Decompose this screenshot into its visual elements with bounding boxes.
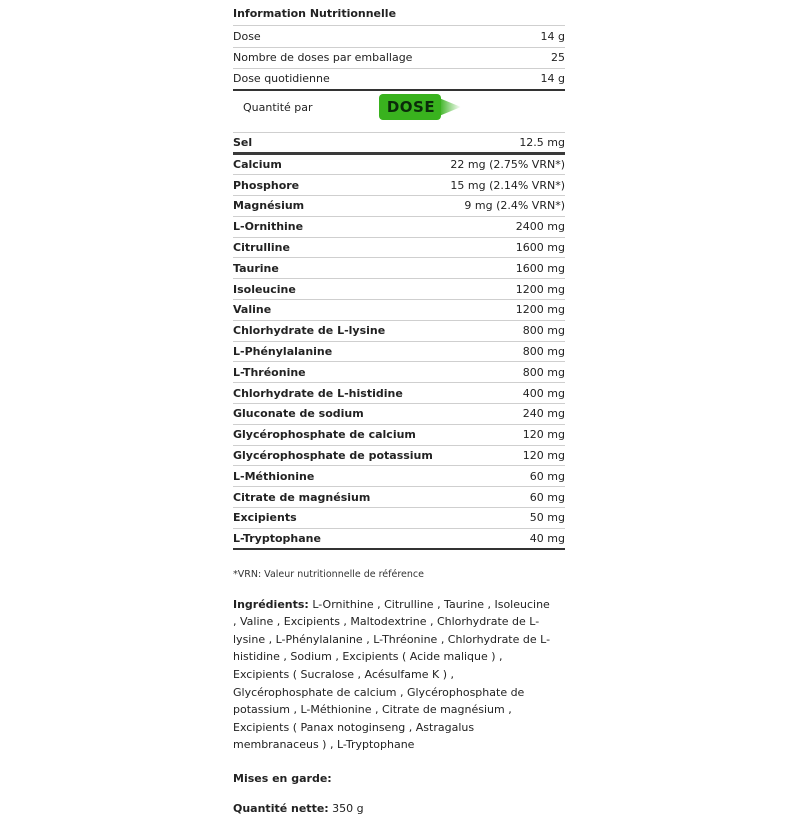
nutrient-value: 1200 mg — [515, 282, 565, 296]
nutrient-value: 60 mg — [529, 469, 565, 483]
net-quantity-label: Quantité nette: — [233, 801, 329, 815]
nutrient-name: L-Ornithine — [233, 220, 304, 234]
nutrient-name: Chlorhydrate de L-histidine — [233, 386, 403, 400]
nutrient-value: 800 mg — [522, 324, 565, 338]
serving-row-value: 25 — [551, 51, 565, 65]
serving-row-name: Nombre de doses par emballage — [233, 51, 413, 65]
serving-row-name: Dose — [233, 29, 261, 43]
nutrient-value: 9 mg (2.4% VRN*) — [464, 199, 565, 213]
nutrient-name: Glycérophosphate de calcium — [233, 428, 416, 442]
dose-badge — [379, 94, 461, 120]
nutrient-name: Glycérophosphate de potassium — [233, 449, 433, 463]
ingredients-text: L-Ornithine , Citrulline , Taurine , Isoleucine , Valine , Excipients , Maltodextrine , Chlorhydrate de L-lysine , L-Phénylalanine , L-Thréonine , Chlorhydrate de L-histidine , Sodium , Excipients ( Acide malique ) , Excipients ( Sucralose , Acésulfame K ) , Glycérophosphate de calcium , Glycérophosphate de potassium , L-Méthionine , Citrate de magnésium , Excipients ( Panax notoginseng , Astragalus membranaceus ) , L-Tryptophane — [233, 597, 551, 752]
nutrient-name: L-Tryptophane — [233, 531, 321, 545]
nutrient-row — [233, 404, 565, 425]
quantity-per-label: Quantité par — [243, 100, 313, 114]
nutrient-value: 1600 mg — [515, 261, 565, 275]
nutrient-row — [233, 300, 565, 321]
serving-row — [233, 26, 565, 48]
nutrient-name: Taurine — [233, 261, 279, 275]
nutrient-name: Chlorhydrate de L-lysine — [233, 324, 386, 338]
nutrient-table — [233, 155, 565, 550]
sel-row — [233, 133, 565, 155]
nutrient-value: 1200 mg — [515, 303, 565, 317]
nutrient-row — [233, 466, 565, 487]
nutrient-row — [233, 155, 565, 176]
nutrient-row — [233, 529, 565, 550]
nutrient-value: 50 mg — [529, 511, 565, 525]
warning-label: Mises en garde: — [233, 771, 332, 785]
ingredients-label: Ingrédients: — [233, 597, 309, 611]
serving-row — [233, 69, 565, 91]
nutrient-value: 22 mg (2.75% VRN*) — [450, 157, 565, 171]
serving-info — [233, 26, 565, 91]
nutrient-name: Citrate de magnésium — [233, 490, 371, 504]
nutrient-name: Isoleucine — [233, 282, 296, 296]
nutrient-row — [233, 217, 565, 238]
vrn-footnote: *VRN: Valeur nutritionnelle de référence — [233, 568, 424, 580]
nutrient-row — [233, 196, 565, 217]
nutrient-row — [233, 175, 565, 196]
nutrient-row — [233, 238, 565, 259]
nutrient-value: 800 mg — [522, 345, 565, 359]
nutrient-name: Calcium — [233, 157, 282, 171]
dose-badge-label: DOSE — [386, 97, 436, 116]
net-quantity — [233, 802, 565, 815]
nutrient-name: Excipients — [233, 511, 297, 525]
nutrient-row — [233, 383, 565, 404]
serving-row-value: 14 g — [540, 29, 565, 43]
nutrient-value: 40 mg — [529, 531, 565, 545]
nutrient-value: 120 mg — [522, 428, 565, 442]
sel-value: 12.5 mg — [519, 135, 565, 149]
nutrient-row — [233, 321, 565, 342]
nutrient-name: Magnésium — [233, 199, 305, 213]
nutrient-name: Gluconate de sodium — [233, 407, 364, 421]
nutrient-value: 1600 mg — [515, 241, 565, 255]
nutrient-name: Citrulline — [233, 241, 290, 255]
nutrient-name: Phosphore — [233, 178, 300, 192]
nutrition-panel — [233, 0, 565, 815]
nutrient-name: L-Thréonine — [233, 365, 306, 379]
quantity-per-header — [233, 91, 565, 133]
nutrient-row — [233, 342, 565, 363]
sel-name: Sel — [233, 135, 253, 149]
ingredients-paragraph — [233, 596, 555, 754]
nutrient-value: 60 mg — [529, 490, 565, 504]
serving-row-value: 14 g — [540, 72, 565, 86]
nutrient-value: 240 mg — [522, 407, 565, 421]
nutrition-title: Information Nutritionnelle — [233, 1, 565, 26]
nutrient-value: 2400 mg — [515, 220, 565, 234]
nutrient-value: 15 mg (2.14% VRN*) — [450, 178, 565, 192]
nutrient-row — [233, 425, 565, 446]
nutrient-row — [233, 487, 565, 508]
nutrient-row — [233, 446, 565, 467]
net-quantity-value: 350 g — [328, 801, 364, 815]
nutrient-value: 400 mg — [522, 386, 565, 400]
nutrient-value: 800 mg — [522, 365, 565, 379]
serving-row — [233, 48, 565, 70]
nutrient-name: L-Méthionine — [233, 469, 315, 483]
nutrient-row — [233, 258, 565, 279]
nutrient-row — [233, 508, 565, 529]
nutrient-name: Valine — [233, 303, 272, 317]
nutrient-value: 120 mg — [522, 449, 565, 463]
nutrient-name: L-Phénylalanine — [233, 345, 333, 359]
nutrient-row — [233, 362, 565, 383]
serving-row-name: Dose quotidienne — [233, 72, 330, 86]
nutrient-row — [233, 279, 565, 300]
